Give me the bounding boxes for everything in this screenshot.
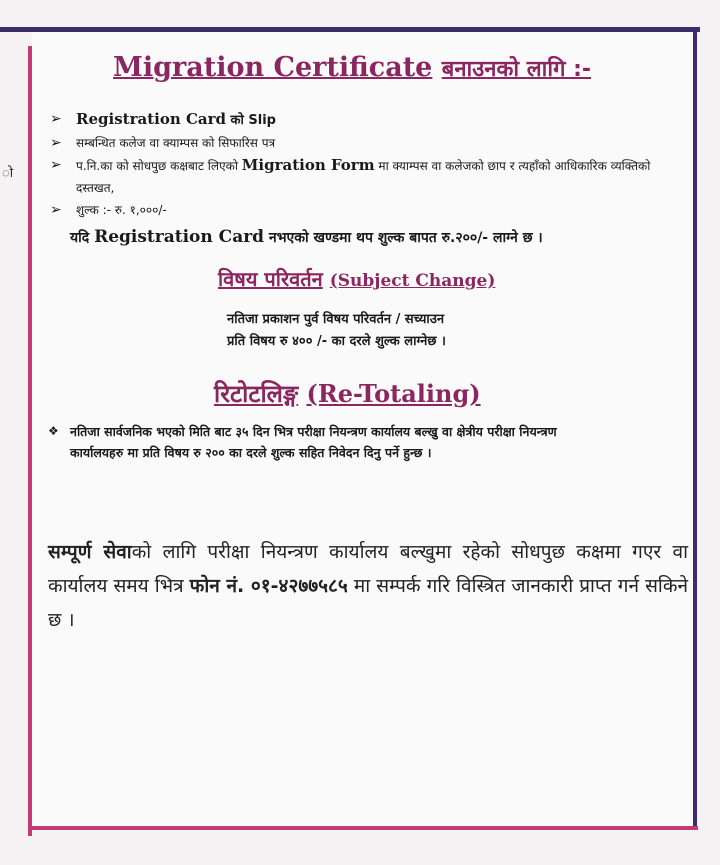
subject-change-line-2: प्रति विषय रु ४०० /- का दरले शुल्क लाग्नेछ । <box>227 334 446 349</box>
arrow-bullet-icon: ➢ <box>50 111 62 127</box>
edge-text-fragment: ो <box>2 166 14 181</box>
title-nepali: बनाउनको लागि :- <box>441 57 592 82</box>
frame-bottom-border <box>28 826 698 830</box>
list-item: ➢ Registration Card को Slip <box>50 110 276 128</box>
migration-requirements-list <box>50 108 686 221</box>
subject-change-line-1: नतिजा प्रकाशन पुर्व विषय परिवर्तन / सच्याउन <box>227 312 445 327</box>
subject-change-heading: विषय परिवर्तन (Subject Change) <box>218 267 496 291</box>
title-english: Migration Certificate <box>113 52 433 83</box>
arrow-bullet-icon: ➢ <box>50 135 62 151</box>
frame-right-border <box>693 27 697 827</box>
list-item-english: Migration Form <box>241 156 375 174</box>
contact-paragraph: सम्पूर्ण सेवाको लागि परीक्षा नियन्त्रण कार्यालय बल्खुमा रहेको सोधपुछ कक्षमा गएर वा कार्यालय समय भित्र फोन नं. ०१-४२७७५८५ मा सम्पर्क गरि विस्त्रित जानकारी प्राप्त गर्न सकिने छ । <box>48 541 688 631</box>
frame-left-border <box>28 46 32 836</box>
note-english: Registration Card <box>94 227 265 247</box>
retotaling-heading: रिटोटलिङ्ग (Re-Totaling) <box>214 379 481 408</box>
list-item: ➢ शुल्क :- रु. १,०००/- <box>50 199 686 221</box>
page-title <box>113 52 683 83</box>
registration-card-note: यदि Registration Card नभएको खण्डमा थप शुल्क बापत रु.२००/- लाग्ने छ । <box>70 227 543 247</box>
arrow-bullet-icon: ➢ <box>50 202 62 218</box>
phone-number: फोन नं. ०१-४२७७५८५ <box>189 575 348 597</box>
star-bullet-icon: ❖ <box>48 424 59 438</box>
list-item: ➢ सम्बन्धित कलेज वा क्याम्पस को सिफारिस पत्र <box>50 132 686 154</box>
list-item: ➢ प.नि.का को सोधपुछ कक्षबाट लिएको Migration Form मा क्याम्पस वा कलेजको छाप र त्यहाँको आधिकारिक व्यक्तिको दस्तखत, <box>50 156 651 195</box>
arrow-bullet-icon: ➢ <box>50 157 62 173</box>
list-item-english: Registration Card <box>76 110 226 128</box>
retotaling-paragraph: ❖ नतिजा सार्वजनिक भएको मिति बाट ३५ दिन भित्र परीक्षा नियन्त्रण कार्यालय बल्खु वा क्षेत्रीय परीक्षा नियन्त्रण कार्यालयहरु मा प्रति विषय रु २०० का दरले शुल्क सहित निवेदन दिनु पर्ने हुन्छ । <box>70 421 610 463</box>
